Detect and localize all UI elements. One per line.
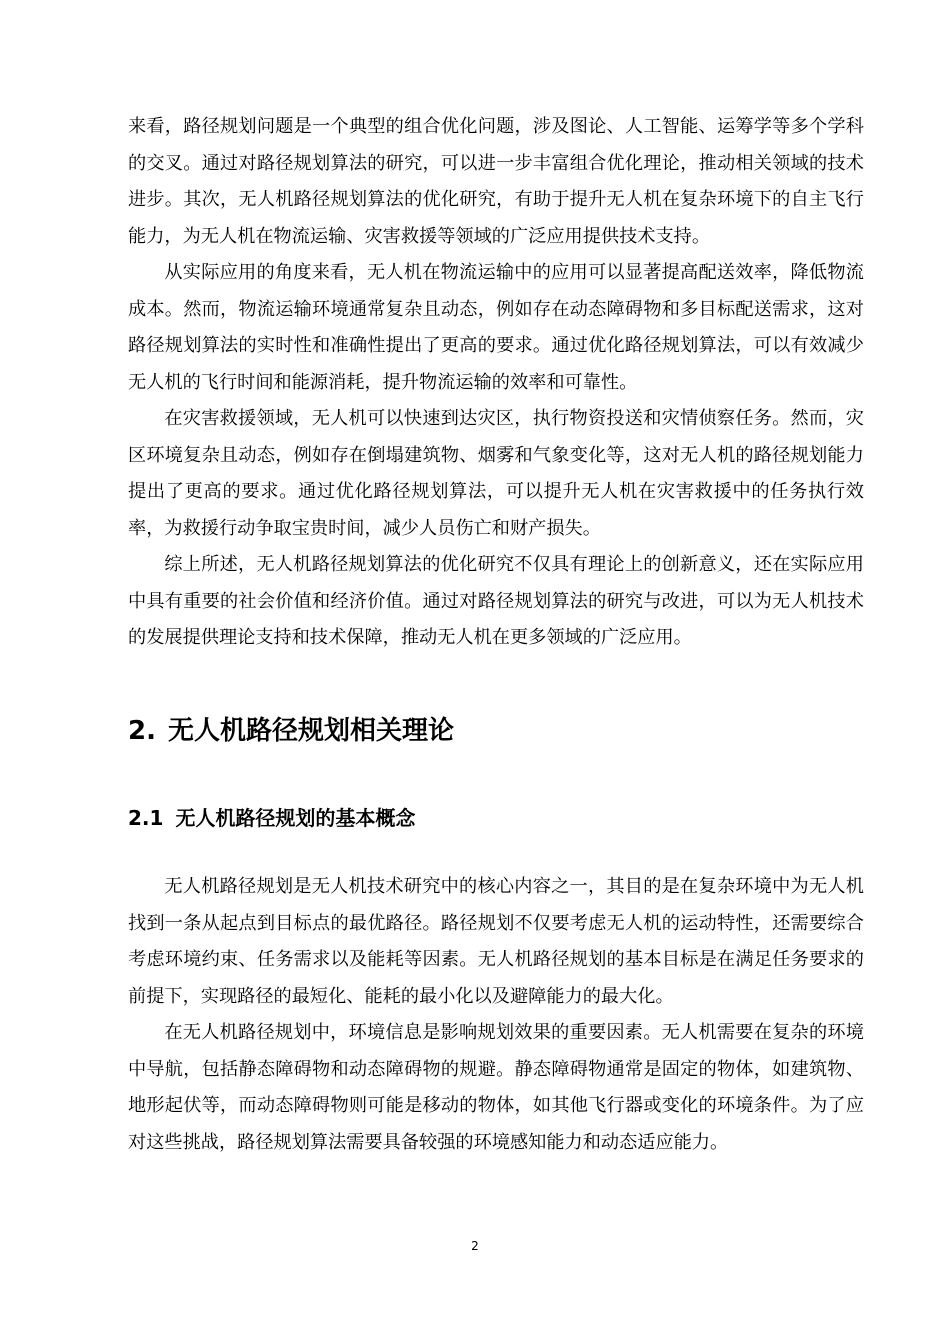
paragraph-environment: 在无人机路径规划中，环境信息是影响规划效果的重要因素。无人机需要在复杂的环境中导航，包括静态障碍物和动态障碍物的规避。静态障碍物通常是固定的物体，如建筑物、地形起伏等，而动态障碍物则可能是移动的物体，如其他飞行器或变化的环境条件。为了应对这些挑战，路径规划算法需要具备较强的环境感知能力和动态适应能力。 (128, 1022, 864, 1153)
subsection-title: 无人机路径规划的基本概念 (175, 806, 416, 830)
section-title: 无人机路径规划相关理论 (167, 716, 454, 746)
section-number: 2. (128, 716, 156, 746)
paragraph-logistics: 从实际应用的角度来看，无人机在物流运输中的应用可以显著提高配送效率，降低物流成本。然而，物流运输环境通常复杂且动态，例如存在动态障碍物和多目标配送需求，这对路径规划算法的实时性和准确性提出了更高的要求。通过优化路径规划算法，可以有效减少无人机的飞行时间和能源消耗，提升物流运输的效率和可靠性。 (128, 262, 864, 393)
paragraph-continuation: 来看，路径规划问题是一个典型的组合优化问题，涉及图论、人工智能、运筹学等多个学科的交叉。通过对路径规划算法的研究，可以进一步丰富组合优化理论，推动相关领域的技术进步。其次，无人机路径规划算法的优化研究，有助于提升无人机在复杂环境下的自主飞行能力，为无人机在物流运输、灾害救援等领域的广泛应用提供技术支持。 (128, 116, 864, 247)
page-number: 2 (471, 1239, 479, 1253)
section-heading (128, 711, 454, 751)
paragraph-disaster-relief: 在灾害救援领域，无人机可以快速到达灾区，执行物资投送和灾情侦察任务。然而，灾区环境复杂且动态，例如存在倒塌建筑物、烟雾和气象变化等，这对无人机的路径规划能力提出了更高的要求。通过优化路径规划算法，可以提升无人机在灾害救援中的任务执行效率，为救援行动争取宝贵时间，减少人员伤亡和财产损失。 (128, 408, 864, 539)
subsection-number: 2.1 (128, 806, 164, 830)
body-text-bottom (128, 869, 864, 1161)
body-text-top (128, 109, 864, 657)
subsection-heading (128, 800, 415, 836)
paragraph-basic-concept: 无人机路径规划是无人机技术研究中的核心内容之一，其目的是在复杂环境中为无人机找到一条从起点到目标点的最优路径。路径规划不仅要考虑无人机的运动特性，还需要综合考虑环境约束、任务需求以及能耗等因素。无人机路径规划的基本目标是在满足任务要求的前提下，实现路径的最短化、能耗的最小化以及避障能力的最大化。 (128, 876, 864, 1007)
paragraph-summary: 综上所述，无人机路径规划算法的优化研究不仅具有理论上的创新意义，还在实际应用中具有重要的社会价值和经济价值。通过对路径规划算法的研究与改进，可以为无人机技术的发展提供理论支持和技术保障，推动无人机在更多领域的广泛应用。 (128, 554, 864, 648)
